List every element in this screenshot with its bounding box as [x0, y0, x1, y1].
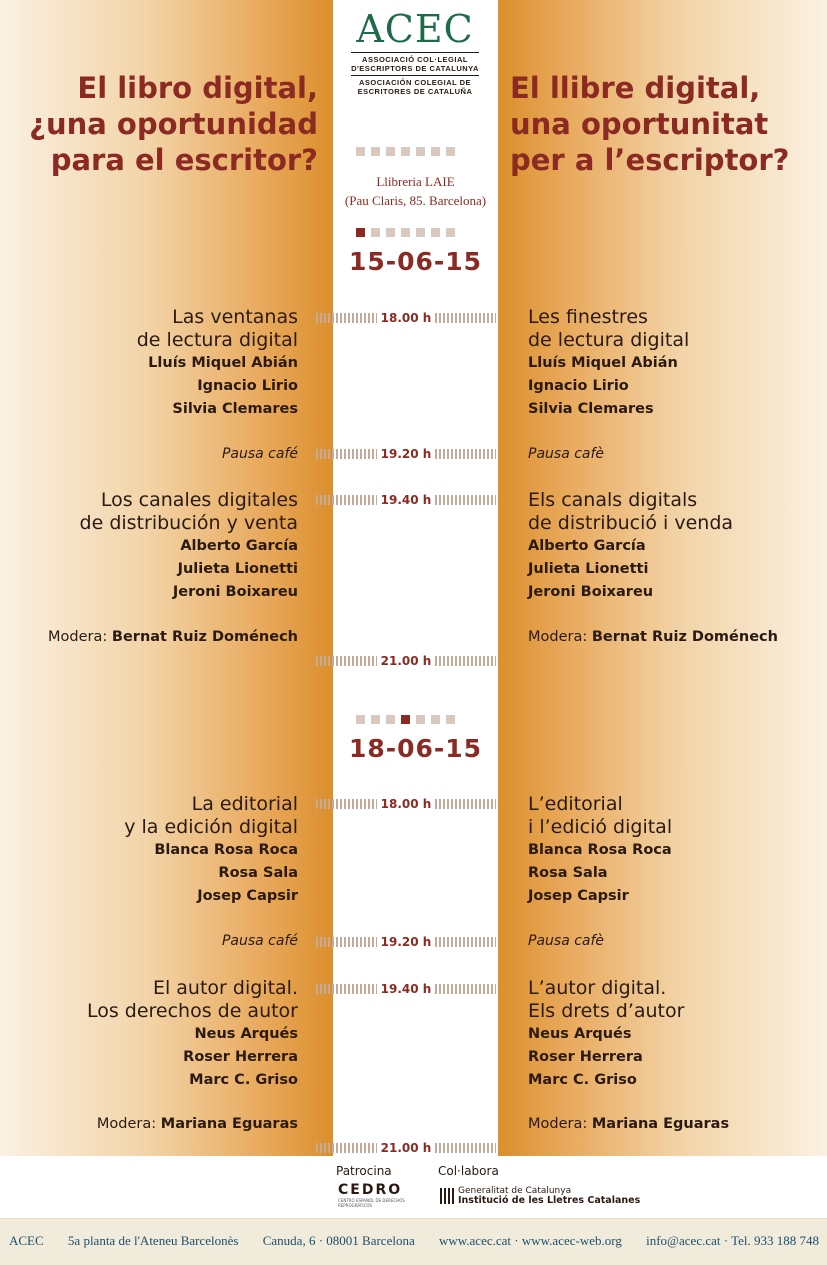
- moderator-es: Modera: Mariana Eguaras: [96, 1116, 298, 1132]
- pause-ca: Pausa cafè: [528, 446, 605, 462]
- speaker: Silvia Clemares: [172, 401, 298, 417]
- logo-rule: [351, 75, 479, 76]
- venue: [333, 172, 498, 210]
- day2-indicator: [356, 715, 455, 724]
- generalitat-flag-icon: [440, 1188, 454, 1204]
- headline-catalan: [510, 70, 820, 178]
- time-marker: 18.00 h: [312, 311, 500, 325]
- time-marker: 18.00 h: [312, 797, 500, 811]
- time-marker: 21.00 h: [312, 654, 500, 668]
- speaker: Blanca Rosa Roca: [528, 842, 672, 858]
- venue-name: Llibreria LAIE: [376, 174, 455, 189]
- headline-es-line: El libro digital,: [77, 71, 318, 105]
- pause-es: Pausa café: [221, 446, 298, 462]
- session-title: Les finestres: [528, 306, 648, 328]
- time-marker: 19.40 h: [312, 493, 500, 507]
- logo-line-2: D'ESCRIPTORS DE CATALUNYA: [351, 64, 479, 73]
- venue-address: (Pau Claris, 85. Barcelona): [344, 193, 487, 208]
- speaker: Rosa Sala: [218, 865, 298, 881]
- separator-squares: [356, 147, 455, 156]
- generalitat-logo: Generalitat de Catalunya Institució de les Lletres Catalanes: [440, 1186, 640, 1206]
- day1-date: 15-06-15: [348, 247, 483, 276]
- session-title: El autor digital.: [152, 977, 298, 999]
- speaker: Julieta Lionetti: [177, 561, 298, 577]
- session-3-es: [20, 793, 298, 908]
- logo-line-4: ESCRITORES DE CATALUÑA: [357, 87, 473, 96]
- speaker: Lluís Miquel Abián: [148, 355, 298, 371]
- session-4-ca: [528, 977, 818, 1092]
- speaker: Ignacio Lirio: [528, 378, 629, 394]
- pause-es: Pausa café: [221, 933, 298, 949]
- speaker: Marc C. Griso: [528, 1072, 637, 1088]
- moderator-es: Modera: Bernat Ruiz Doménech: [48, 629, 298, 645]
- headline-spanish: [20, 70, 318, 178]
- speaker: Josep Capsir: [197, 888, 298, 904]
- session-title: L’editorial: [528, 793, 623, 815]
- speaker: Julieta Lionetti: [528, 561, 649, 577]
- session-3-ca: [528, 793, 818, 908]
- patrocina-label: Patrocina: [336, 1164, 392, 1178]
- footer-street: Canuda, 6 · 08001 Barcelona: [262, 1233, 415, 1248]
- speaker: Roser Herrera: [528, 1049, 643, 1065]
- speaker: Jeroni Boixareu: [172, 584, 298, 600]
- moderator-ca: Modera: Mariana Eguaras: [528, 1116, 730, 1132]
- day1-indicator: [356, 228, 455, 237]
- session-title: y la edición digital: [124, 816, 298, 838]
- session-4-es: [20, 977, 298, 1092]
- footer: [0, 1218, 827, 1265]
- footer-address: 5a planta de l'Ateneu Barcelonès: [67, 1233, 239, 1248]
- colabora-label: Col·labora: [438, 1164, 499, 1178]
- session-2-ca: [528, 489, 818, 604]
- speaker: Alberto García: [528, 538, 646, 554]
- pause-ca: Pausa cafè: [528, 933, 605, 949]
- acec-logo: [345, 8, 485, 96]
- footer-web-link[interactable]: www.acec.cat · www.acec-web.org: [438, 1233, 622, 1248]
- time-marker: 19.20 h: [312, 935, 500, 949]
- sponsors-bar: [0, 1156, 827, 1216]
- speaker: Josep Capsir: [528, 888, 629, 904]
- cedro-logo: CEDRO CENTRO ESPAÑOL DE DERECHOS REPROGRÁFICOS: [338, 1182, 405, 1208]
- logo-line-1: ASSOCIACIÓ COL·LEGIAL: [362, 55, 468, 64]
- session-title: Los canales digitales: [100, 489, 298, 511]
- speaker: Marc C. Griso: [189, 1072, 298, 1088]
- footer-org: ACEC: [9, 1233, 44, 1248]
- session-title: Els canals digitals: [528, 489, 698, 511]
- day2-date: 18-06-15: [348, 734, 483, 763]
- session-title: La editorial: [191, 793, 298, 815]
- time-marker: 21.00 h: [312, 1141, 500, 1155]
- logo-line-3: ASOCIACIÓN COLEGIAL DE: [358, 78, 472, 87]
- session-title: de lectura digital: [528, 329, 690, 351]
- speaker: Roser Herrera: [183, 1049, 298, 1065]
- headline-ca-line: una oportunitat: [510, 107, 769, 141]
- headline-es-line: ¿una oportunidad: [29, 107, 318, 141]
- session-title: de distribució i venda: [528, 512, 734, 534]
- headline-ca-line: per a l’escriptor?: [510, 143, 790, 177]
- session-title: Els drets d’autor: [528, 1000, 685, 1022]
- speaker: Rosa Sala: [528, 865, 608, 881]
- session-title: de distribución y venta: [79, 512, 298, 534]
- speaker: Ignacio Lirio: [197, 378, 298, 394]
- speaker: Lluís Miquel Abián: [528, 355, 678, 371]
- moderator-ca: Modera: Bernat Ruiz Doménech: [528, 629, 778, 645]
- session-title: L’autor digital.: [528, 977, 667, 999]
- speaker: Silvia Clemares: [528, 401, 654, 417]
- speaker: Neus Arqués: [194, 1026, 298, 1042]
- speaker: Neus Arqués: [528, 1026, 632, 1042]
- logo-rule: [351, 52, 479, 53]
- session-1-ca: [528, 306, 818, 421]
- session-2-es: [20, 489, 298, 604]
- logo-name: ACEC: [356, 7, 474, 51]
- session-title: Los derechos de autor: [86, 1000, 298, 1022]
- footer-contact[interactable]: info@acec.cat · Tel. 933 188 748: [646, 1233, 819, 1248]
- session-title: de lectura digital: [136, 329, 298, 351]
- speaker: Jeroni Boixareu: [528, 584, 654, 600]
- time-marker: 19.20 h: [312, 447, 500, 461]
- speaker: Alberto García: [180, 538, 298, 554]
- time-marker: 19.40 h: [312, 982, 500, 996]
- headline-ca-line: El llibre digital,: [510, 71, 761, 105]
- speaker: Blanca Rosa Roca: [154, 842, 298, 858]
- headline-es-line: para el escritor?: [50, 143, 318, 177]
- session-1-es: [20, 306, 298, 421]
- session-title: Las ventanas: [172, 306, 298, 328]
- session-title: i l’edició digital: [528, 816, 673, 838]
